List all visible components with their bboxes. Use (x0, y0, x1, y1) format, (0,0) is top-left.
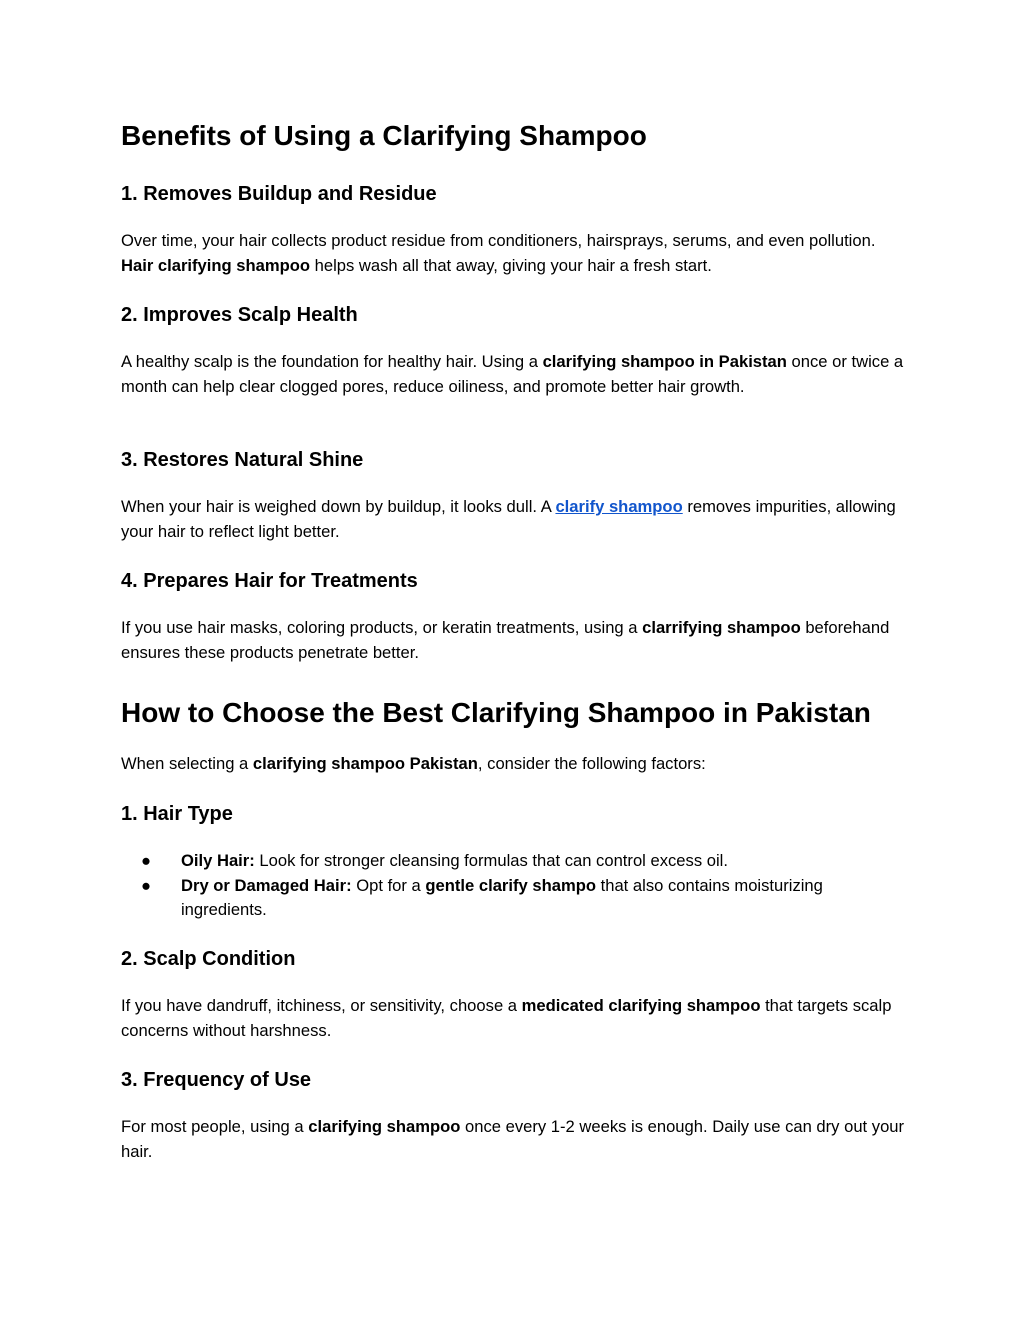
paragraph-removes-buildup (121, 229, 911, 278)
heading-benefits: Benefits of Using a Clarifying Shampoo (121, 120, 647, 151)
paragraph-frequency (121, 1115, 911, 1164)
text: once every 1-2 weeks is enough. Daily use can dry out your hair. (121, 1117, 905, 1161)
text: When selecting a (121, 754, 253, 773)
heading-how-to-choose: How to Choose the Best Clarifying Shampoo in Pakistan (121, 697, 871, 728)
bold-text: Dry or Damaged Hair: (181, 875, 352, 895)
text: Over time, your hair collects product residue from conditioners, hairsprays, serums, and even pollution. (121, 231, 876, 250)
text: that also contains moisturizing ingredients. (181, 875, 823, 919)
text: that targets scalp concerns without harshness. (121, 996, 892, 1040)
text: , consider the following factors: (477, 754, 706, 773)
bullet-icon: ● (141, 851, 152, 870)
list-item-oily-hair (121, 849, 911, 874)
paragraph-scalp-condition (121, 994, 911, 1043)
paragraph-scalp-health (121, 350, 911, 399)
bold-text: clarifying shampoo (308, 1117, 461, 1136)
text: If you have dandruff, itchiness, or sensitivity, choose a (121, 996, 522, 1015)
subheading-prepares-hair: 4. Prepares Hair for Treatments (121, 570, 418, 592)
text: Opt for a (351, 875, 426, 895)
list-item-dry-hair (121, 874, 911, 923)
subheading-hair-type: 1. Hair Type (121, 803, 233, 825)
bullet-icon: ● (141, 875, 152, 895)
text: once or twice a month can help clear clogged pores, reduce oiliness, and promote better hair growth. (121, 352, 904, 396)
paragraph-prepares-hair (121, 616, 911, 665)
bold-text: clarifying shampoo in Pakistan (542, 352, 787, 371)
subheading-natural-shine: 3. Restores Natural Shine (121, 449, 364, 471)
text: When your hair is weighed down by buildup, it looks dull. A (121, 497, 556, 516)
text: Look for stronger cleansing formulas that can control excess oil. (254, 851, 728, 870)
text: If you use hair masks, coloring products, or keratin treatments, using a (121, 618, 643, 637)
subheading-removes-buildup: 1. Removes Buildup and Residue (121, 183, 437, 205)
text: helps wash all that away, giving your hair a fresh start. (310, 255, 712, 275)
text: removes impurities, allowing your hair to reflect light better. (121, 497, 896, 541)
bold-text: gentle clarify shampo (425, 875, 596, 895)
bold-text: Hair clarifying shampoo (121, 255, 311, 275)
text: For most people, using a (121, 1117, 309, 1136)
bold-text: Oily Hair: (181, 851, 255, 870)
subheading-scalp-condition: 2. Scalp Condition (121, 948, 296, 970)
clarify-shampoo-link[interactable]: clarify shampoo (555, 497, 683, 516)
paragraph-intro (121, 752, 911, 777)
subheading-frequency: 3. Frequency of Use (121, 1069, 312, 1091)
hair-type-list (121, 849, 911, 923)
text: beforehand ensures these products penetrate better. (121, 618, 890, 662)
bold-text: medicated clarifying shampoo (521, 996, 761, 1015)
bold-text: clarrifying shampoo (642, 618, 801, 637)
paragraph-natural-shine (121, 495, 911, 544)
text: A healthy scalp is the foundation for healthy hair. Using a (121, 352, 543, 371)
subheading-scalp-health: 2. Improves Scalp Health (121, 304, 358, 326)
bold-text: clarifying shampoo Pakistan (252, 754, 478, 773)
